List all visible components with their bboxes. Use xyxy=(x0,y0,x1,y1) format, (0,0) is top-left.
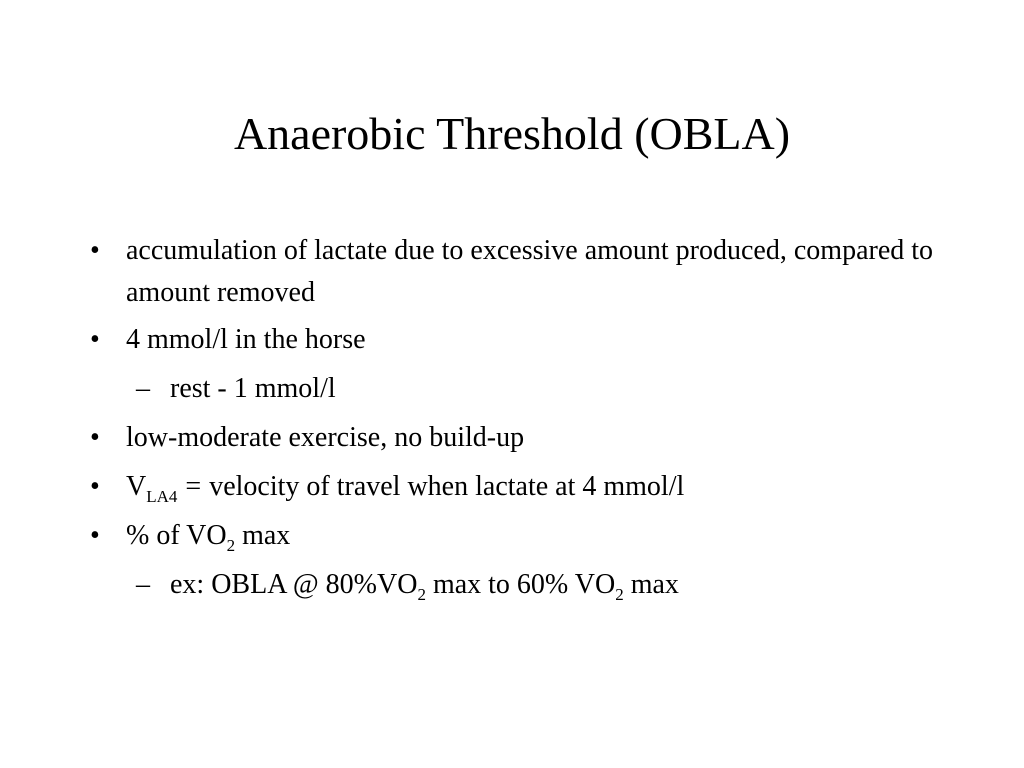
vo2-subscript: 2 xyxy=(226,536,236,555)
vo2-prefix: % of VO xyxy=(126,520,227,551)
bullet-text: accumulation of lactate due to excessive amount produced, compared to amount removed xyxy=(126,235,934,308)
sub-bullet-marker: – xyxy=(136,569,150,600)
bullet-text xyxy=(126,515,946,557)
example-subscript-a: 2 xyxy=(417,585,426,604)
vla4-subscript: LA4 xyxy=(146,487,178,506)
bullet-marker: • xyxy=(90,471,100,502)
bullet-marker: • xyxy=(90,520,100,551)
bullet-marker: • xyxy=(90,324,100,355)
sub-bullet-text: rest - 1 mmol/l xyxy=(170,373,336,404)
sub-bullet-text xyxy=(170,564,679,606)
equals-sign: = xyxy=(185,471,202,502)
slide-title: Anaerobic Threshold (OBLA) xyxy=(233,108,791,159)
example-part-c: max xyxy=(623,569,679,600)
bullet-text: low-moderate exercise, no build-up xyxy=(126,422,525,453)
bullet-marker: • xyxy=(90,235,100,266)
bullet-text: 4 mmol/l in the horse xyxy=(126,324,366,355)
vla4-symbol: V xyxy=(126,471,147,502)
example-part-a: ex: OBLA @ 80%VO xyxy=(170,569,418,600)
vo2-suffix: max xyxy=(235,520,291,551)
bullet-text xyxy=(126,466,946,508)
vla4-definition: velocity of travel when lactate at 4 mmol/l xyxy=(209,471,685,502)
example-part-b: max to 60% VO xyxy=(425,569,616,600)
example-subscript-b: 2 xyxy=(615,585,624,604)
bullet-marker: • xyxy=(90,422,100,453)
sub-bullet-marker: – xyxy=(136,373,150,404)
